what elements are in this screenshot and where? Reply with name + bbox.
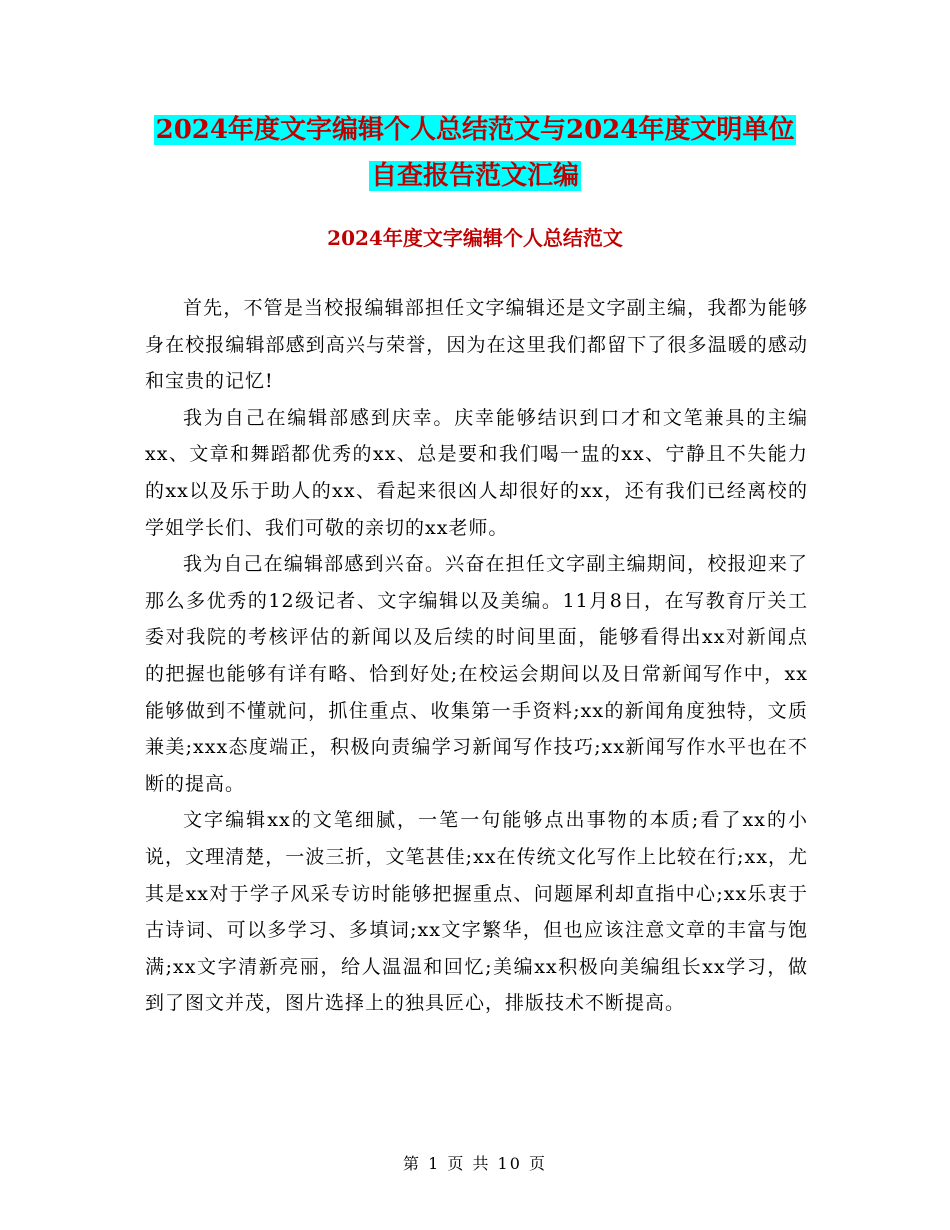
paragraph-4: 文字编辑xx的文笔细腻，一笔一句能够点出事物的本质;看了xx的小说，文理清楚，一波三折，文笔甚佳;xx在传统文化写作上比较在行;xx，尤其是xx对于学子风采专访时能够把握重点、问题犀利却直指中心;xx乐衷于古诗词、可以多学习、多填词;xx文字繁华，但也应该注意文章的丰富与饱满;xx文字清新亮丽，给人温温和回忆;美编xx积极向美编组长xx学习，做到了图文并茂，图片选择上的独具匠心，排版技术不断提高。 <box>145 809 808 1015</box>
paragraph-3: 我为自己在编辑部感到兴奋。兴奋在担任文字副主编期间，校报迎来了那么多优秀的12级记者、文字编辑以及美编。11月8日，在写教育厅关工委对我院的考核评估的新闻以及后续的时间里面，能够看得出xx对新闻点的把握也能够有详有略、恰到好处;在校运会期间以及日常新闻写作中，xx能够做到不懂就问，抓住重点、收集第一手资料;xx的新闻角度独特，文质兼美;xxx态度端正，积极向责编学习新闻写作技巧;xx新闻写作水平也在不断的提高。 <box>145 553 808 795</box>
page-footer: 第 1 页 共 10 页 <box>403 1154 547 1173</box>
body-text <box>145 290 808 1022</box>
paragraph-1: 首先，不管是当校报编辑部担任文字编辑还是文字副主编，我都为能够身在校报编辑部感到高兴与荣誉，因为在这里我们都留下了很多温暖的感动和宝贵的记忆! <box>145 297 808 393</box>
title-highlight-2: 自查报告范文汇编 <box>370 161 579 191</box>
document-title-line-2 <box>0 159 950 193</box>
title-highlight-1: 2024年度文字编辑个人总结范文与2024年度文明单位 <box>155 115 795 145</box>
section-heading: 2024年度文字编辑个人总结范文 <box>327 226 623 250</box>
document-title-line-1 <box>0 113 950 147</box>
paragraph-2: 我为自己在编辑部感到庆幸。庆幸能够结识到口才和文笔兼具的主编xx、文章和舞蹈都优秀的xx、总是要和我们喝一盅的xx、宁静且不失能力的xx以及乐于助人的xx、看起来很凶人却很好的xx，还有我们已经离校的学姐学长们、我们可敬的亲切的xx老师。 <box>145 406 808 539</box>
